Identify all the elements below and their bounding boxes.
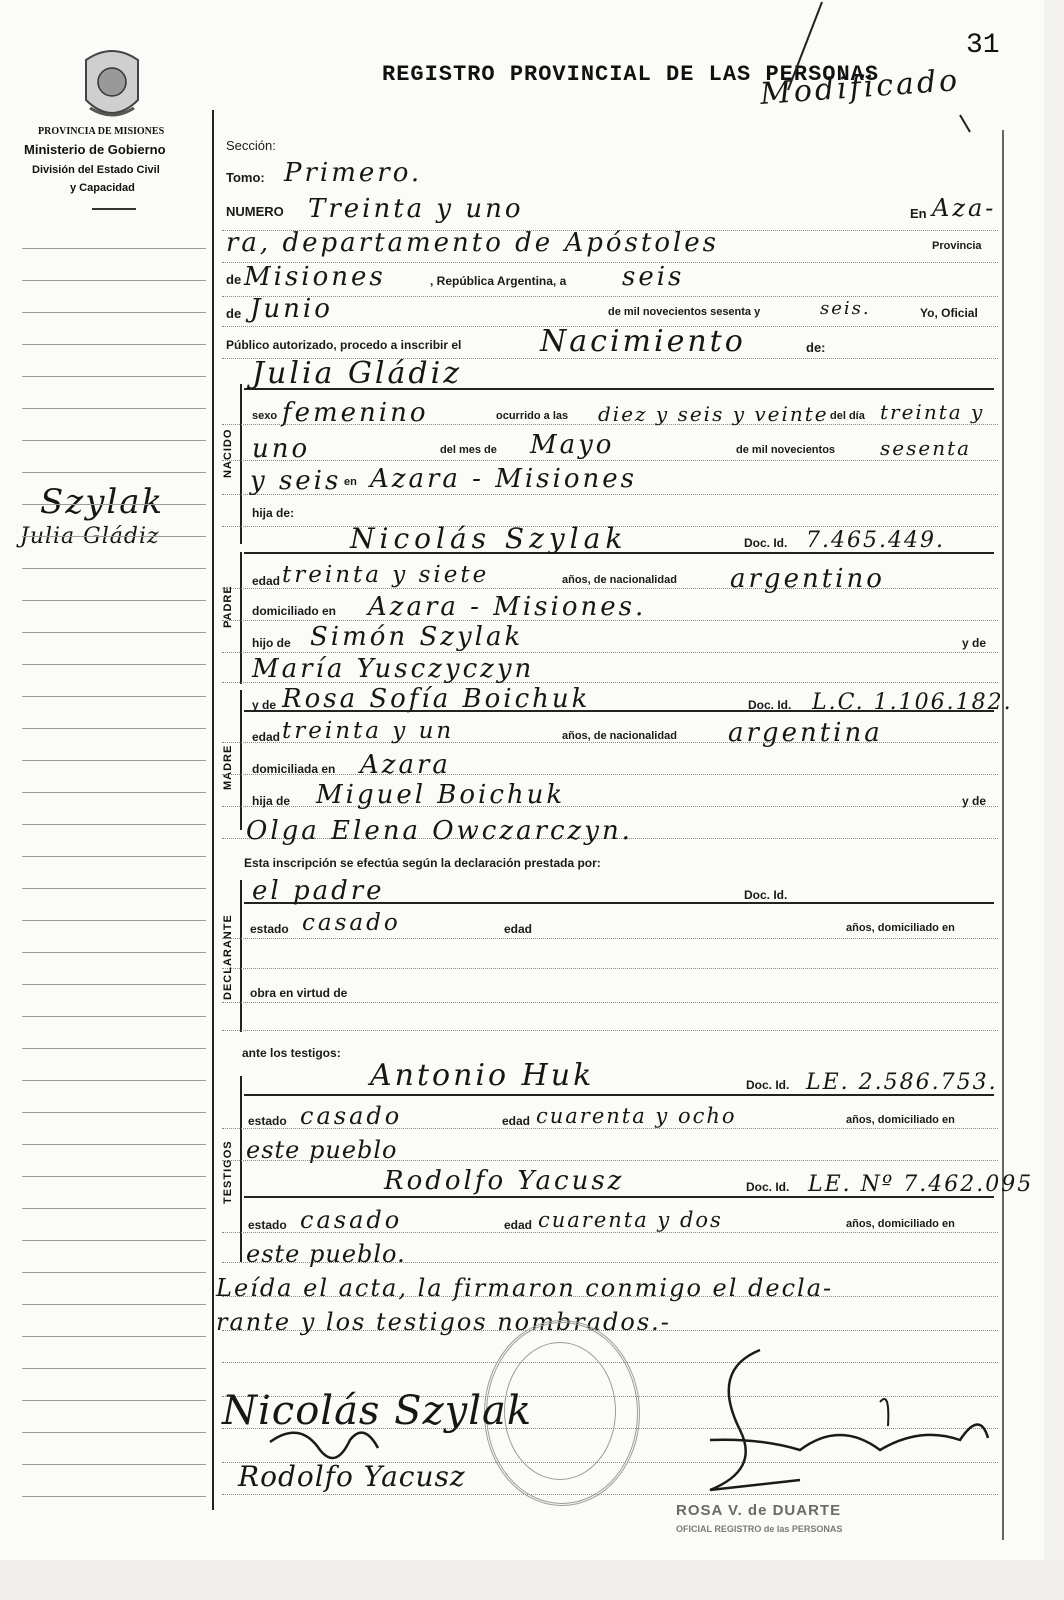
- division-label-2: y Capacidad: [70, 182, 135, 194]
- testigo2-doc-label: Doc. Id.: [746, 1180, 790, 1194]
- left-rule: [22, 664, 206, 665]
- left-rule: [22, 1432, 206, 1433]
- ministry-label: Ministerio de Gobierno: [24, 142, 166, 157]
- testigo1-domicilio: este pueblo: [246, 1136, 398, 1164]
- testigo1-estado: casado: [300, 1102, 403, 1130]
- section-line-madre: [240, 690, 242, 830]
- madre-y-de-label-2: y de: [962, 794, 987, 808]
- left-rule: [22, 1272, 206, 1273]
- left-rule: [22, 1176, 206, 1177]
- left-rule: [22, 1144, 206, 1145]
- testigo1-doc: LE. 2.586.753.: [806, 1070, 998, 1095]
- main-rule: [222, 652, 998, 653]
- main-rule: [222, 774, 998, 775]
- mes-value: Junio: [250, 294, 333, 324]
- uno-value: uno: [252, 434, 311, 464]
- section-label-declarante: DECLARANTE: [222, 914, 234, 1000]
- republica-label: , República Argentina, a: [430, 274, 567, 288]
- acto-value: Nacimiento: [540, 324, 746, 359]
- abuela-paterna: María Yusczyczyn: [252, 654, 535, 684]
- testigo1-edad-label: edad: [502, 1114, 531, 1128]
- madre-nacionalidad: argentina: [728, 718, 883, 748]
- section-label-padre: PADRE: [222, 585, 234, 628]
- coat-of-arms-seal: [76, 42, 148, 126]
- anio-value: seis.: [820, 298, 871, 319]
- provincia-value: Misiones: [244, 262, 386, 292]
- left-rule: [22, 696, 206, 697]
- numero-value: Treinta y uno: [308, 194, 524, 224]
- provincia-label: Provincia: [932, 240, 982, 252]
- left-rule: [22, 1496, 206, 1497]
- signature-testigo: Rodolfo Yacusz: [238, 1460, 466, 1493]
- closing-line-2: rante y los testigos nombrados.-: [216, 1308, 671, 1336]
- localidad-value: ra, departamento de Apóstoles: [226, 228, 720, 258]
- section-label-madre: MADRE: [222, 744, 234, 790]
- left-rule: [22, 376, 206, 377]
- madre-doc-label: Doc. Id.: [748, 698, 792, 712]
- section-label-testigos: TESTIGOS: [222, 1140, 234, 1204]
- testigo2-edad: cuarenta y dos: [538, 1208, 723, 1232]
- declarante-domicilio-label: años, domiciliado en: [846, 922, 955, 934]
- left-rule: [22, 1400, 206, 1401]
- main-rule: [222, 460, 998, 461]
- scanner-footer-strip: [0, 1560, 1064, 1600]
- numero-label: NUMERO: [226, 204, 284, 219]
- margin-given-names: Julia Gládiz: [20, 524, 160, 549]
- left-rule: [22, 728, 206, 729]
- testigo1-edad: cuarenta y ocho: [536, 1104, 737, 1128]
- left-rule: [22, 920, 206, 921]
- left-rule: [22, 984, 206, 985]
- de-label: de: [226, 272, 242, 287]
- padre-doc: 7.465.449.: [806, 528, 945, 553]
- testigo2-nombre: Rodolfo Yacusz: [384, 1166, 625, 1196]
- en-value: Aza-: [932, 194, 997, 222]
- declaracion-label: Esta inscripción se efectúa según la declaración prestada por:: [244, 856, 601, 870]
- testigo1-nombre: Antonio Huk: [370, 1058, 595, 1093]
- lugar-value: Azara - Misiones: [370, 464, 637, 494]
- declarante-estado: casado: [302, 910, 401, 936]
- left-rule: [22, 1464, 206, 1465]
- left-rule: [22, 1336, 206, 1337]
- left-rule: [22, 440, 206, 441]
- abuelo-paterno: Simón Szylak: [310, 622, 524, 652]
- declarante-estado-label: estado: [250, 922, 289, 936]
- obra-label: obra en virtud de: [250, 986, 348, 1000]
- left-rule: [22, 408, 206, 409]
- left-rule: [22, 504, 206, 505]
- madre-edad: treinta y un: [282, 718, 455, 744]
- padre-y-de-label: y de: [962, 636, 987, 650]
- hora-value: diez y seis y veinte: [598, 402, 829, 426]
- madre-nombre: Rosa Sofía Boichuk: [282, 684, 591, 714]
- seccion-label: Sección:: [226, 138, 276, 153]
- padre-domicilio: Azara - Misiones.: [368, 592, 647, 622]
- padre-nombre: Nicolás Szylak: [350, 522, 628, 555]
- abuelo-materno: Miguel Boichuk: [316, 780, 566, 810]
- sexo-value: femenino: [282, 398, 429, 428]
- mil-label: de mil novecientos: [736, 444, 836, 456]
- section-label-nacido: NACIDO: [222, 428, 234, 478]
- left-rule: [22, 760, 206, 761]
- testigo1-doc-label: Doc. Id.: [746, 1078, 790, 1092]
- anio-nac-value: sesenta: [880, 436, 972, 460]
- padre-edad: treinta y siete: [282, 562, 490, 588]
- padre-edad-label: edad: [252, 574, 281, 588]
- publico-label: Público autorizado, procedo a inscribir el: [226, 338, 462, 352]
- stamp-name: ROSA V. de DUARTE: [676, 1502, 842, 1519]
- left-rule: [22, 1080, 206, 1081]
- province-label: PROVINCIA DE MISIONES: [38, 126, 165, 137]
- declarante-doc-label: Doc. Id.: [744, 888, 788, 902]
- signature-scribbles: [240, 1330, 1000, 1530]
- closing-line-1: Leída el acta, la firmaron conmigo el decla-: [216, 1274, 834, 1302]
- testigo2-domicilio: este pueblo.: [246, 1240, 406, 1268]
- main-rule: [222, 1030, 998, 1031]
- madre-domicilio: Azara: [360, 750, 451, 780]
- right-border-line: [1002, 130, 1004, 1540]
- tomo-label: Tomo:: [226, 170, 265, 185]
- divider: [92, 208, 136, 210]
- section-line-testigos: [240, 1076, 242, 1262]
- left-rule: [22, 1112, 206, 1113]
- padre-doc-label: Doc. Id.: [744, 536, 788, 550]
- testigo1-domicilio-label: años, domiciliado en: [846, 1114, 955, 1126]
- left-rule: [22, 1048, 206, 1049]
- padre-nac-label: años, de nacionalidad: [562, 574, 677, 586]
- left-rule: [22, 1368, 206, 1369]
- tomo-value: Primero.: [284, 158, 423, 188]
- madre-nac-label: años, de nacionalidad: [562, 730, 677, 742]
- en2-label: en: [344, 476, 357, 488]
- testigo2-doc: LE. Nº 7.462.095: [808, 1172, 1034, 1197]
- left-rule: [22, 952, 206, 953]
- madre-y-de-label: y de: [252, 698, 277, 712]
- stamp-subtext: OFICIAL REGISTRO de las PERSONAS: [676, 1524, 843, 1534]
- declarante-edad-label: edad: [504, 922, 533, 936]
- pen-stroke-mark: [760, 0, 1020, 140]
- deldia-label: del día: [830, 410, 865, 422]
- main-rule: [222, 1002, 998, 1003]
- madre-domicilio-label: domiciliada en: [252, 762, 336, 776]
- abuela-materna: Olga Elena Owczarczyn.: [246, 816, 633, 846]
- oficial-label: Yo, Oficial: [920, 306, 978, 320]
- section-line-padre: [240, 552, 242, 684]
- page-title: REGISTRO PROVINCIAL DE LAS PERSONAS: [382, 62, 880, 87]
- left-rule: [22, 312, 206, 313]
- testigos-label: ante los testigos:: [242, 1046, 341, 1060]
- left-rule: [22, 472, 206, 473]
- dia-nac-value: treinta y: [880, 400, 985, 424]
- nombre-nacido: Julia Gládiz: [252, 356, 463, 391]
- padre-hijo-de-label: hijo de: [252, 636, 291, 650]
- de3-label: de:: [806, 340, 826, 355]
- madre-hija-de-label: hija de: [252, 794, 291, 808]
- main-rule: [222, 968, 998, 969]
- testigo2-edad-label: edad: [504, 1218, 533, 1232]
- anio-label: de mil novecientos sesenta y: [608, 306, 761, 318]
- declarante-value: el padre: [252, 876, 385, 906]
- margin-surname: Szylak: [40, 482, 165, 522]
- main-rule: [222, 296, 998, 297]
- section-line-nacido: [240, 384, 242, 544]
- header-annotation: Modificado: [759, 63, 962, 112]
- left-rule: [22, 1016, 206, 1017]
- padre-domicilio-label: domiciliado en: [252, 604, 337, 618]
- mes-label: del mes de: [440, 444, 497, 456]
- signature-padre: Nicolás Szylak: [222, 1388, 533, 1434]
- mes-nac-value: Mayo: [530, 430, 615, 460]
- left-border-line: [212, 110, 214, 1510]
- left-rule: [22, 824, 206, 825]
- ocurrido-label: ocurrido a las: [496, 410, 569, 422]
- left-rule: [22, 856, 206, 857]
- left-rule: [22, 600, 206, 601]
- left-rule: [22, 888, 206, 889]
- page-number: 31: [966, 30, 1000, 61]
- main-rule: [222, 938, 998, 939]
- testigo2-domicilio-label: años, domiciliado en: [846, 1218, 955, 1230]
- de2-label: de: [226, 306, 242, 321]
- left-rule: [22, 1240, 206, 1241]
- madre-doc: L.C. 1.106.182.: [812, 690, 1013, 715]
- left-rule: [22, 792, 206, 793]
- padre-nacionalidad: argentino: [730, 564, 885, 594]
- division-label-1: División del Estado Civil: [32, 164, 160, 176]
- left-rule: [22, 568, 206, 569]
- testigo2-estado-label: estado: [248, 1218, 287, 1232]
- dia-value: seis: [622, 262, 685, 292]
- left-rule: [22, 280, 206, 281]
- section-line-declarante: [240, 880, 242, 1032]
- sexo-label: sexo: [252, 410, 278, 422]
- left-rule: [22, 344, 206, 345]
- left-rule: [22, 1208, 206, 1209]
- madre-edad-label: edad: [252, 730, 281, 744]
- left-rule: [22, 632, 206, 633]
- hija-label: hija de:: [252, 506, 295, 520]
- left-rule: [22, 536, 206, 537]
- left-rule: [22, 1304, 206, 1305]
- anio-nac-value-2: y seis: [250, 466, 342, 496]
- testigo1-estado-label: estado: [248, 1114, 287, 1128]
- testigo2-estado: casado: [300, 1206, 403, 1234]
- en-label: En: [910, 206, 927, 221]
- left-rule: [22, 248, 206, 249]
